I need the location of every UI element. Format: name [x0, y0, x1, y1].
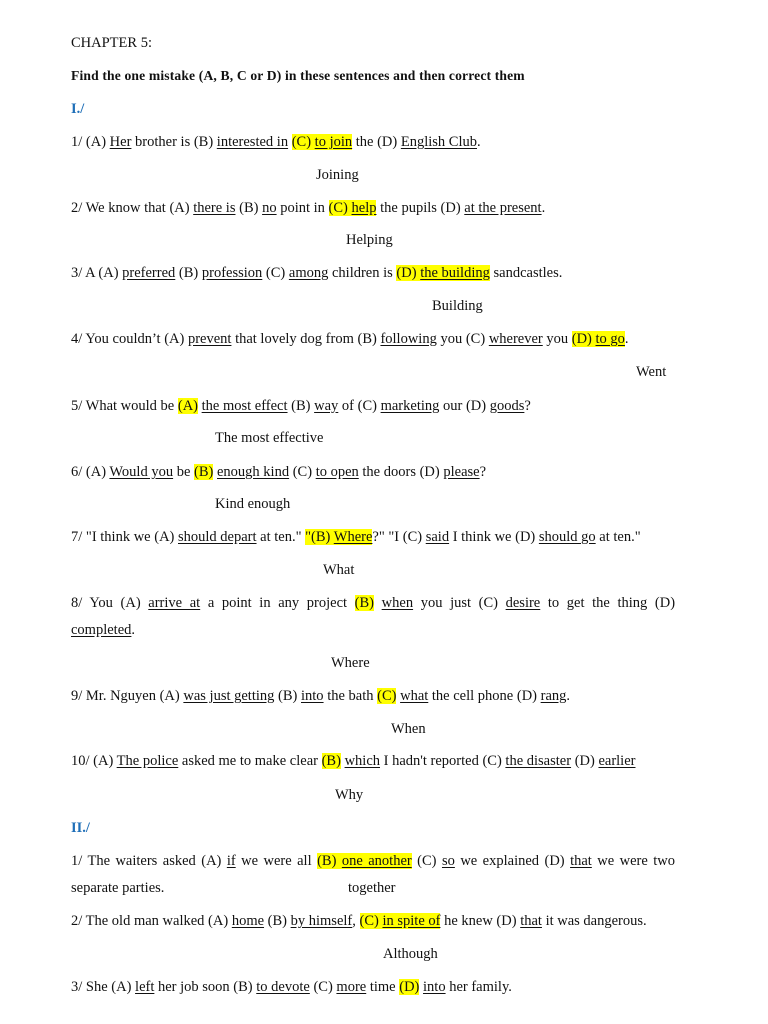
- sentence-text: he knew (D): [440, 913, 521, 929]
- chapter-heading: CHAPTER 5:: [71, 35, 152, 51]
- underlined-option-text: preferred: [122, 265, 176, 281]
- sentence-text: 9/ Mr. Nguyen (A): [71, 688, 184, 704]
- sentence-text: (B): [287, 398, 315, 414]
- instructions: Find the one mistake (A, B, C or D) in these sentences and then correct them: [71, 68, 525, 83]
- highlighted-marker: (B): [317, 853, 337, 869]
- sentence-text: 1/ The waiters asked (A): [71, 853, 227, 869]
- sentence-text: (C): [411, 853, 442, 869]
- question-1-5: [71, 396, 531, 416]
- underlined-option-text: among: [288, 265, 329, 281]
- highlighted-marker: (C): [377, 688, 397, 704]
- underlined-option-text: no: [262, 200, 277, 216]
- underlined-option-text: what: [400, 688, 429, 704]
- sentence-text: time: [366, 979, 400, 995]
- underlined-option-text: the building: [420, 265, 490, 281]
- sentence-text: be: [173, 464, 195, 480]
- underlined-option-text: please: [443, 464, 480, 480]
- question-1-3: [71, 263, 562, 283]
- sentence-text: we were two: [591, 853, 676, 869]
- underlined-option-text: Where: [333, 529, 373, 545]
- underlined-option-text: there is: [193, 200, 236, 216]
- sentence-text: of (C): [338, 398, 381, 414]
- sentence-text: 2/ The old man walked (A): [71, 913, 232, 929]
- underlined-option-text: way: [314, 398, 339, 414]
- sentence-text: .: [541, 200, 546, 216]
- underlined-option-text: wherever: [488, 331, 543, 347]
- question-1-2: [71, 198, 545, 218]
- sentence-text: 3/ A (A): [71, 265, 123, 281]
- question-1-8-continued: [71, 620, 135, 640]
- sentence-text: 7/ "I think we (A): [71, 529, 178, 545]
- underlined-option-text: was just getting: [183, 688, 275, 704]
- sentence-text: (B): [264, 913, 291, 929]
- sentence-text: .: [131, 622, 136, 638]
- underlined-option-text: home: [231, 913, 265, 929]
- sentence-text: sandcastles.: [489, 265, 563, 281]
- underlined-option-text: earlier: [598, 753, 636, 769]
- sentence-text: (B): [274, 688, 301, 704]
- underlined-option-text: left: [135, 979, 155, 995]
- sentence-text: ?: [479, 464, 487, 480]
- underlined-option-text: when: [381, 595, 414, 611]
- underlined-option-text: profession: [201, 265, 263, 281]
- sentence-text: .: [477, 134, 481, 150]
- underlined-option-text: which: [344, 753, 380, 769]
- sentence-text: her job soon (B): [154, 979, 257, 995]
- sentence-text: (B): [235, 200, 263, 216]
- answer-1-8: Where: [331, 655, 370, 671]
- highlighted-marker: (B): [354, 595, 375, 611]
- sentence-text: .: [624, 331, 629, 347]
- highlighted-marker: (A): [177, 398, 198, 414]
- sentence-text: the pupils (D): [376, 200, 465, 216]
- underlined-option-text: the most effect: [201, 398, 288, 414]
- underlined-option-text: to open: [315, 464, 359, 480]
- sentence-text: you (C): [436, 331, 489, 347]
- underlined-option-text: into: [423, 979, 446, 995]
- sentence-text: asked me to make clear: [178, 753, 322, 769]
- sentence-text: the (D): [352, 134, 401, 150]
- answer-1-9: When: [391, 721, 426, 737]
- underlined-option-text: to devote: [256, 979, 310, 995]
- sentence-text: 10/ (A): [71, 753, 117, 769]
- underlined-option-text: desire: [505, 595, 541, 611]
- underlined-option-text: that: [570, 853, 592, 869]
- answer-1-4: Went: [636, 364, 667, 380]
- sentence-text: brother is (B): [131, 134, 217, 150]
- question-1-10: [71, 751, 635, 771]
- section-label-2: II./: [71, 820, 90, 836]
- answer-1-5: The most effective: [215, 430, 324, 446]
- highlighted-marker: (B): [321, 753, 341, 769]
- sentence-text: 8/ You (A): [71, 595, 149, 611]
- highlighted-marker: [348, 200, 352, 216]
- sentence-text: 5/ What would be: [71, 398, 178, 414]
- underlined-option-text: arrive at: [148, 595, 201, 611]
- question-2-1-continued: separate parties.: [71, 880, 165, 896]
- underlined-option-text: more: [336, 979, 367, 995]
- underlined-option-text: marketing: [380, 398, 440, 414]
- highlighted-marker: (D): [571, 331, 592, 347]
- underlined-option-text: if: [226, 853, 236, 869]
- highlighted-marker: (C): [328, 200, 348, 216]
- highlighted-marker: "(B): [305, 529, 331, 545]
- sentence-text: ?: [524, 398, 531, 414]
- underlined-option-text: goods: [489, 398, 525, 414]
- answer-2-1: together: [348, 880, 396, 896]
- answer-2-2: Although: [383, 946, 438, 962]
- section-label-1: I./: [71, 101, 85, 117]
- sentence-text: it was dangerous.: [541, 913, 647, 929]
- sentence-text: we were all: [235, 853, 318, 869]
- sentence-text: we explained (D): [454, 853, 571, 869]
- highlighted-marker: (D): [399, 979, 420, 995]
- underlined-option-text: at the present: [464, 200, 542, 216]
- highlighted-marker: [592, 331, 596, 347]
- answer-1-10: Why: [335, 787, 364, 803]
- answer-1-7: What: [323, 562, 355, 578]
- answer-1-6: Kind enough: [215, 496, 291, 512]
- sentence-text: at ten.": [256, 529, 306, 545]
- underlined-option-text: The police: [116, 753, 179, 769]
- highlighted-marker: (D): [396, 265, 417, 281]
- underlined-option-text: that: [520, 913, 542, 929]
- question-1-4: [71, 329, 629, 349]
- answer-1-1: Joining: [316, 167, 359, 183]
- sentence-text: (C): [262, 265, 289, 281]
- sentence-text: to get the thing (D): [540, 595, 676, 611]
- question-1-7: [71, 527, 641, 547]
- underlined-option-text: said: [425, 529, 450, 545]
- underlined-option-text: in spite of: [382, 913, 441, 929]
- sentence-text: you: [542, 331, 572, 347]
- underlined-option-text: rang: [540, 688, 567, 704]
- sentence-text: 6/ (A): [71, 464, 110, 480]
- underlined-option-text: the disaster: [505, 753, 572, 769]
- question-2-3: [71, 977, 512, 997]
- sentence-text: (C): [309, 979, 337, 995]
- underlined-option-text: to join: [314, 134, 353, 150]
- question-1-1: [71, 132, 481, 152]
- sentence-text: you just (C): [413, 595, 506, 611]
- sentence-text: 4/ You couldn’t (A): [71, 331, 188, 347]
- sentence-text: our (D): [439, 398, 490, 414]
- sentence-text: ?" "I (C): [372, 529, 426, 545]
- underlined-option-text: prevent: [187, 331, 232, 347]
- sentence-text: I hadn't reported (C): [380, 753, 506, 769]
- highlighted-marker: (C): [359, 913, 379, 929]
- underlined-option-text: should depart: [178, 529, 257, 545]
- underlined-option-text: English Club: [400, 134, 477, 150]
- question-2-1: [71, 851, 675, 871]
- underlined-option-text: so: [441, 853, 455, 869]
- sentence-text: I think we (D): [449, 529, 539, 545]
- underlined-option-text: by himself: [290, 913, 353, 929]
- underlined-option-text: should go: [538, 529, 596, 545]
- sentence-text: (B): [175, 265, 202, 281]
- underlined-option-text: into: [301, 688, 324, 704]
- sentence-text: the doors (D): [358, 464, 444, 480]
- sentence-text: children is: [328, 265, 397, 281]
- sentence-text: 2/ We know that (A): [71, 200, 194, 216]
- highlighted-marker: (C): [291, 134, 312, 150]
- sentence-text: point in: [276, 200, 329, 216]
- highlighted-marker: (B): [194, 464, 214, 480]
- sentence-text: (D): [571, 753, 599, 769]
- underlined-option-text: Her: [109, 134, 132, 150]
- sentence-text: [374, 595, 382, 611]
- answer-1-3: Building: [432, 298, 483, 314]
- underlined-option-text: interested in: [216, 134, 289, 150]
- question-1-8: [71, 593, 675, 613]
- sentence-text: ,: [352, 913, 360, 929]
- question-1-9: [71, 686, 570, 706]
- sentence-text: 1/ (A): [71, 134, 110, 150]
- sentence-text: 3/ She (A): [71, 979, 136, 995]
- question-1-6: [71, 462, 486, 482]
- sentence-text: a point in any project: [200, 595, 355, 611]
- underlined-option-text: completed: [71, 622, 132, 638]
- sentence-text: her family.: [445, 979, 512, 995]
- underlined-option-text: Would you: [109, 464, 174, 480]
- sentence-text: at ten.": [595, 529, 641, 545]
- underlined-option-text: one another: [341, 853, 412, 869]
- sentence-text: the bath: [323, 688, 378, 704]
- sentence-text: the cell phone (D): [428, 688, 541, 704]
- underlined-option-text: enough kind: [217, 464, 290, 480]
- question-2-2: [71, 911, 647, 931]
- sentence-text: .: [566, 688, 571, 704]
- underlined-option-text: to go: [595, 331, 625, 347]
- underlined-option-text: following: [380, 331, 437, 347]
- sentence-text: (C): [289, 464, 316, 480]
- sentence-text: that lovely dog from (B): [231, 331, 381, 347]
- underlined-option-text: help: [351, 200, 377, 216]
- answer-1-2: Helping: [346, 232, 393, 248]
